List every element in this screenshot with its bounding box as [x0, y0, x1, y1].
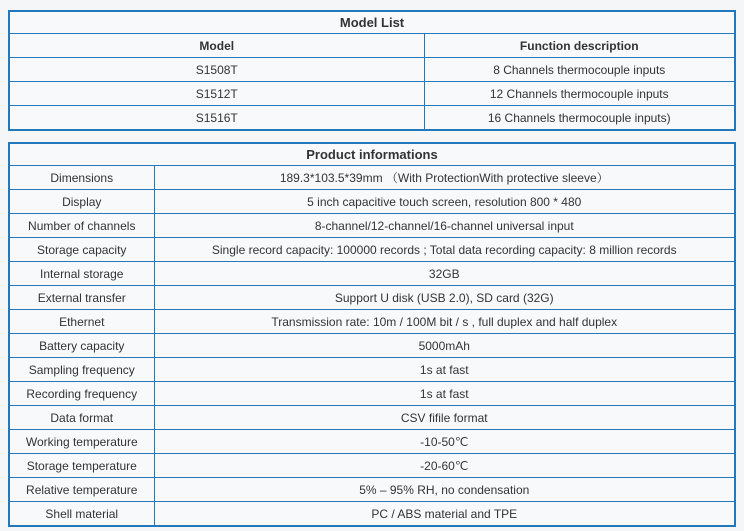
model-list-table [8, 10, 736, 131]
spec-label-cell: Recording frequency [9, 382, 154, 406]
table-title-row [9, 11, 735, 34]
table-row [9, 478, 735, 502]
spec-value-cell: Single record capacity: 100000 records ; Total data recording capacity: 8 million records [154, 238, 735, 262]
table-row [9, 262, 735, 286]
model-list-title: Model List [9, 11, 735, 34]
spec-label-cell: Dimensions [9, 166, 154, 190]
table-row [9, 166, 735, 190]
table-row [9, 502, 735, 527]
spec-label-cell: Internal storage [9, 262, 154, 286]
spec-label-cell: Storage capacity [9, 238, 154, 262]
spec-value-cell: -10-50℃ [154, 430, 735, 454]
table-row [9, 106, 735, 131]
table-row [9, 310, 735, 334]
column-header-model: Model [9, 34, 424, 58]
spec-value-cell: -20-60℃ [154, 454, 735, 478]
spec-value-cell: 1s at fast [154, 382, 735, 406]
spec-label-cell: Display [9, 190, 154, 214]
model-cell: S1512T [9, 82, 424, 106]
table-row [9, 358, 735, 382]
table-title-row [9, 143, 735, 166]
spec-label-cell: Relative temperature [9, 478, 154, 502]
spec-label-cell: Battery capacity [9, 334, 154, 358]
spec-label-cell: Sampling frequency [9, 358, 154, 382]
spec-value-cell: 5% – 95% RH, no condensation [154, 478, 735, 502]
model-cell: S1516T [9, 106, 424, 131]
description-cell: 8 Channels thermocouple inputs [424, 58, 735, 82]
spec-value-cell: 32GB [154, 262, 735, 286]
table-row [9, 286, 735, 310]
table-row [9, 406, 735, 430]
table-row [9, 430, 735, 454]
product-informations-title: Product informations [9, 143, 735, 166]
table-row [9, 382, 735, 406]
table-row [9, 214, 735, 238]
spec-label-cell: Number of channels [9, 214, 154, 238]
spec-label-cell: Ethernet [9, 310, 154, 334]
table-row [9, 454, 735, 478]
model-cell: S1508T [9, 58, 424, 82]
table-header-row [9, 34, 735, 58]
spec-value-cell: 5 inch capacitive touch screen, resolution 800 * 480 [154, 190, 735, 214]
column-header-function-description: Function description [424, 34, 735, 58]
spec-value-cell: CSV fifile format [154, 406, 735, 430]
spec-label-cell: External transfer [9, 286, 154, 310]
table-row [9, 82, 735, 106]
spec-value-cell: Support U disk (USB 2.0), SD card (32G) [154, 286, 735, 310]
table-row [9, 238, 735, 262]
spec-label-cell: Data format [9, 406, 154, 430]
spec-value-cell: 5000mAh [154, 334, 735, 358]
spec-value-cell: 8-channel/12-channel/16-channel universal input [154, 214, 735, 238]
spec-label-cell: Storage temperature [9, 454, 154, 478]
spec-value-cell: PC / ABS material and TPE [154, 502, 735, 527]
table-row [9, 58, 735, 82]
spec-value-cell: 189.3*103.5*39mm （With ProtectionWith protective sleeve） [154, 166, 735, 190]
spec-value-cell: 1s at fast [154, 358, 735, 382]
spec-label-cell: Shell material [9, 502, 154, 527]
table-row [9, 334, 735, 358]
product-informations-table [8, 142, 736, 527]
spec-label-cell: Working temperature [9, 430, 154, 454]
description-cell: 16 Channels thermocouple inputs) [424, 106, 735, 131]
table-row [9, 190, 735, 214]
spec-value-cell: Transmission rate: 10m / 100M bit / s , full duplex and half duplex [154, 310, 735, 334]
description-cell: 12 Channels thermocouple inputs [424, 82, 735, 106]
